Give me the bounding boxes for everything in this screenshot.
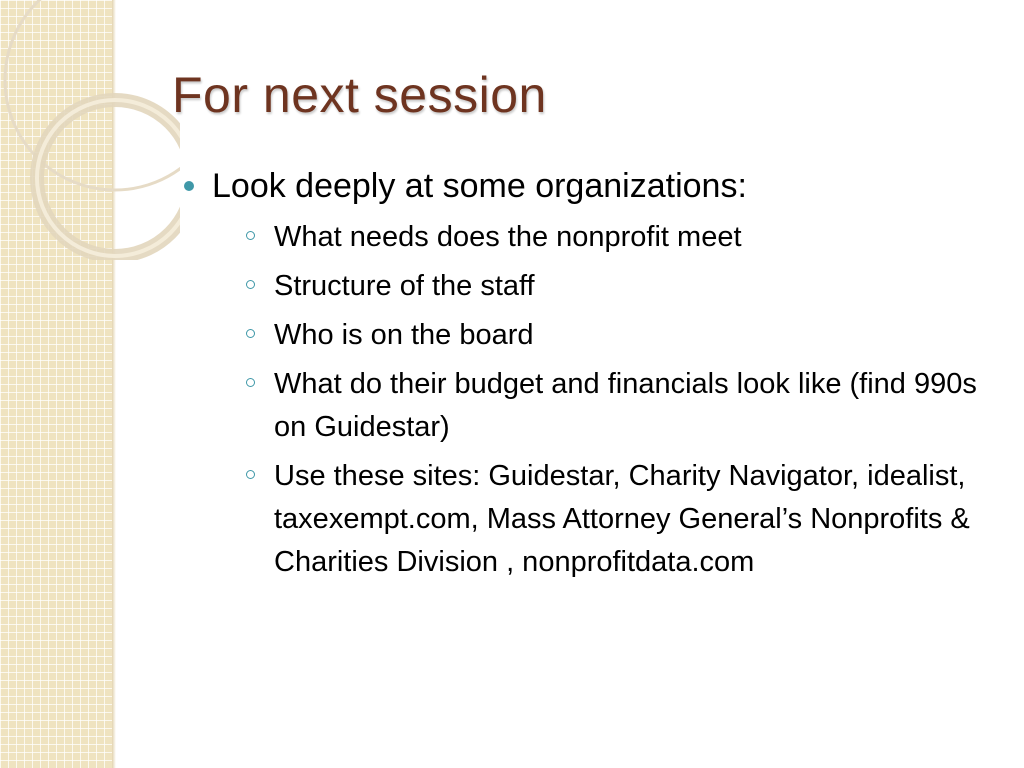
sub-bullet-text: Use these sites: Guidestar, Charity Navigator, idealist, taxexempt.com, Mass Attorney General’s Nonprofits & Charities Division , nonprofitdata.com — [274, 460, 970, 578]
sub-bullet-text: Who is on the board — [274, 319, 534, 351]
sub-bullet — [244, 216, 984, 259]
hollow-bullet-icon — [246, 231, 255, 240]
inner-ring-highlight — [37, 100, 180, 256]
sub-bullet — [244, 314, 984, 357]
hollow-bullet-icon — [246, 378, 255, 387]
decorative-ring-arcs — [0, 0, 180, 260]
sub-bullet-text: What do their budget and financials look like (find 990s on Guidestar) — [274, 368, 977, 443]
sub-bullet-text: Structure of the staff — [274, 270, 535, 302]
hollow-bullet-icon — [246, 329, 255, 338]
slide-title: For next session — [172, 67, 547, 123]
outer-ring-arc — [5, 0, 180, 190]
main-bullet — [184, 164, 984, 208]
hollow-bullet-icon — [246, 280, 255, 289]
sub-bullet — [244, 363, 984, 449]
slide-content — [184, 164, 984, 584]
sub-bullet — [244, 455, 984, 584]
main-bullet-text: Look deeply at some organizations: — [212, 167, 747, 205]
sub-bullet-text: What needs does the nonprofit meet — [274, 221, 742, 253]
hollow-bullet-icon — [246, 470, 255, 479]
sub-bullet — [244, 265, 984, 308]
filled-bullet-icon — [184, 181, 194, 191]
